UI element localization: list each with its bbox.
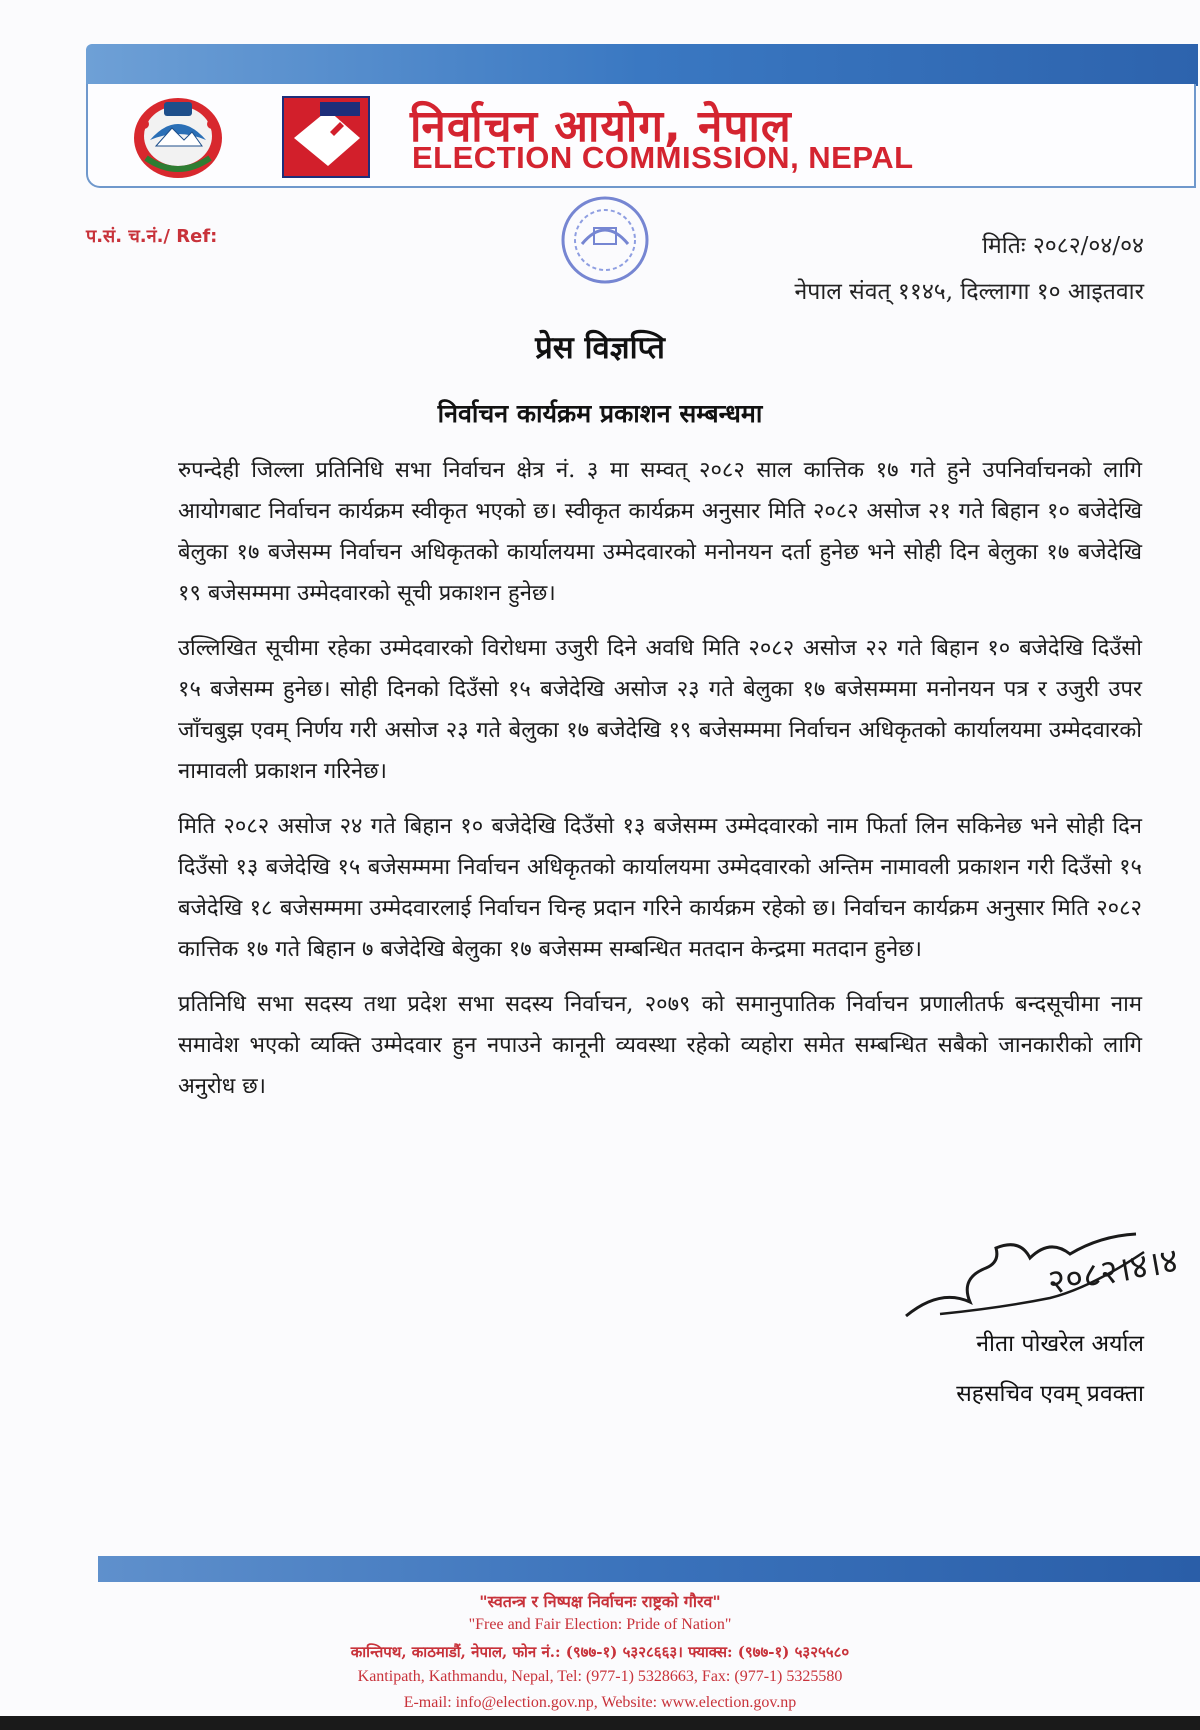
commission-seal-icon [520, 160, 690, 330]
notice-heading: प्रेस विज्ञप्ति [535, 330, 665, 366]
footer-motto-english: "Free and Fair Election: Pride of Nation" [468, 1616, 732, 1633]
footer-contact: E-mail: info@election.gov.np, Website: www.election.gov.np [403, 1694, 797, 1711]
paragraph-3: मिति २०८२ असोज २४ गते बिहान १० बजेदेखि दिउँसो १३ बजेसम्म उम्मेदवारको नाम फिर्ता लिन सकिनेछ भने सोही दिन दिउँसो १३ बजेदेखि १५ बजेसम्ममा निर्वाचन अधिकृतको कार्यालयमा उम्मेदवारको अन्तिम नामावली प्रकाशन गरी दिउँसो १५ बजेदेखि १८ बजेसम्ममा उम्मेदवारलाई निर्वाचन चिन्ह प्रदान गरिने कार्यक्रम रहेको छ। निर्वाचन कार्यक्रम अनुसार मिति २०८२ कात्तिक १७ गते बिहान ७ बजेदेखि बेलुका १७ बजेसम्म सम्बन्धित मतदान केन्द्रमा मतदान हुनेछ। [178, 814, 1142, 962]
nepal-sambat-line: नेपाल संवत् ११४५, दिल्लागा १० आइतवार [794, 279, 1144, 305]
ballot-logo-icon [282, 96, 370, 178]
paragraph-1: रुपन्देही जिल्ला प्रतिनिधि सभा निर्वाचन क्षेत्र नं. ३ मा सम्वत् २०८२ साल कात्तिक १७ गते हुने उपनिर्वाचनको लागि आयोगबाट निर्वाचन कार्यक्रम स्वीकृत भएको छ। स्वीकृत कार्यक्रम अनुसार मिति २०८२ असोज २१ गते बिहान १० बजेदेखि बेलुका १७ बजेसम्म निर्वाचन अधिकृतको कार्यालयमा उम्मेदवारको मनोनयन दर्ता हुनेछ भने सोही दिन बेलुका १७ बजेदेखि १९ बजेसम्ममा उम्मेदवारको सूची प्रकाशन हुनेछ। [178, 458, 1142, 606]
notice-subject: निर्वाचन कार्यक्रम प्रकाशन सम्बन्धमा [437, 399, 763, 428]
reference-label: प.सं. च.नं./ Ref: [86, 226, 218, 247]
scan-edge [0, 1716, 1200, 1730]
footer-address-nepali: कान्तिपथ, काठमाडौं, नेपाल, फोन नं.: (९७७-१) ५३२८६६३। फ्याक्स: (९७७-१) ५३२५५८० [350, 1643, 850, 1661]
nepal-emblem-icon [126, 88, 230, 184]
signatory-name: नीता पोखरेल अर्याल [976, 1331, 1144, 1357]
footer-address-english: Kantipath, Kathmandu, Nepal, Tel: (977-1) 5328663, Fax: (977-1) 5325580 [357, 1668, 843, 1685]
commission-title-english: ELECTION COMMISSION, NEPAL [412, 140, 914, 175]
signatory-title: सहसचिव एवम् प्रवक्ता [956, 1381, 1144, 1407]
footer-bar [98, 1556, 1200, 1582]
paragraph-4: प्रतिनिधि सभा सदस्य तथा प्रदेश सभा सदस्य निर्वाचन, २०७९ को समानुपातिक निर्वाचन प्रणालीतर्फ बन्दसूचीमा नाम समावेश भएको व्यक्ति उम्मेदवार हुन नपाउने कानूनी व्यवस्था रहेको व्यहोरा समेत सम्बन्धित सबैको जानकारीको लागि अनुरोध छ। [178, 992, 1142, 1099]
signature-date: २०८२।४।४ [1044, 1240, 1182, 1303]
paragraph-2: उल्लिखित सूचीमा रहेका उम्मेदवारको विरोधमा उजुरी दिने अवधि मिति २०८२ असोज २२ गते बिहान १० बजेदेखि दिउँसो १५ बजेसम्म हुनेछ। सोही दिनको दिउँसो १५ बजेदेखि असोज २३ गते बेलुका १७ बजेसम्ममा मनोनयन पत्र र उजुरी उपर जाँचबुझ एवम् निर्णय गरी असोज २३ गते बेलुका १७ बजेदेखि १९ बजेसम्ममा निर्वाचन अधिकृतको कार्यालयमा उम्मेदवारको नामावली प्रकाशन गरिनेछ। [178, 636, 1142, 784]
commission-title-nepali: निर्वाचन आयोग, नेपाल [410, 101, 792, 152]
handwritten-signature [900, 1218, 1182, 1338]
date-line: मितिः २०८२/०४/०४ [982, 233, 1144, 259]
header-bar [86, 44, 1198, 86]
footer-motto-nepali: "स्वतन्त्र र निष्पक्ष निर्वाचनः राष्ट्रको गौरव" [479, 1592, 721, 1611]
notice-body [178, 450, 1142, 1121]
